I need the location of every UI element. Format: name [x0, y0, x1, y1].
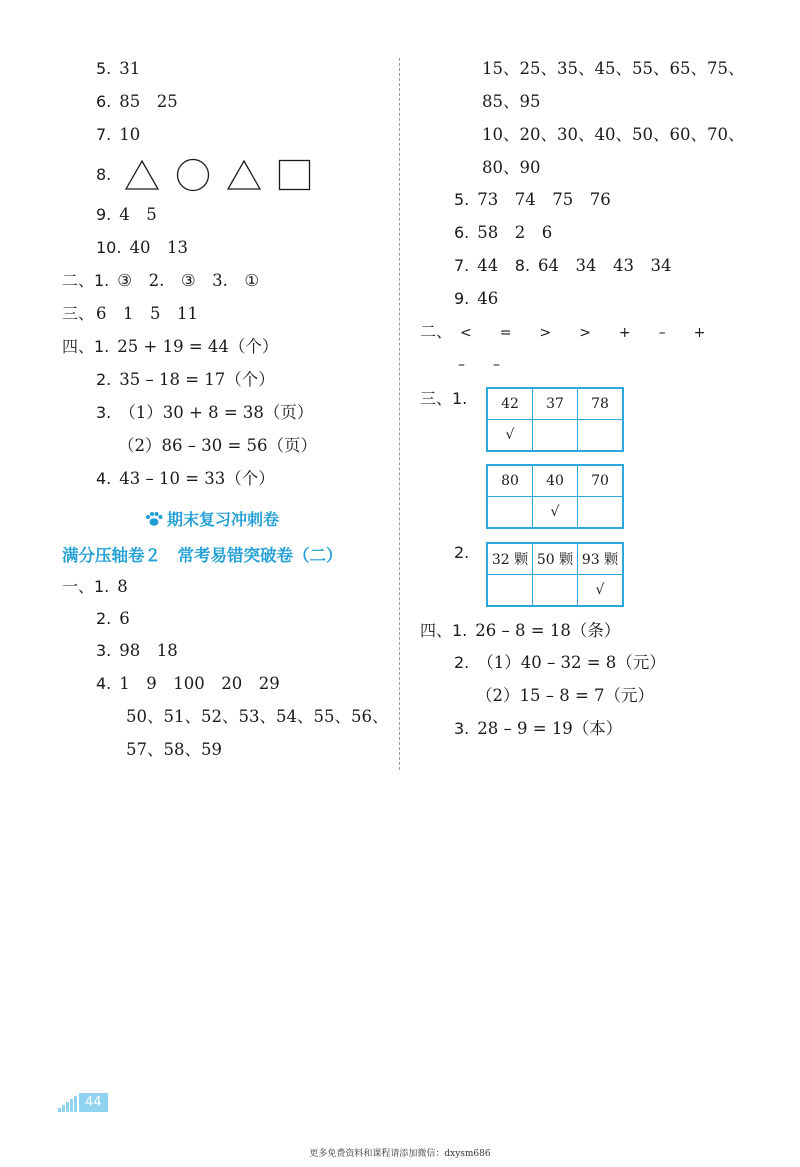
triangle-icon [125, 159, 159, 191]
answer-table-2 [486, 464, 624, 529]
item-number: 6. [96, 92, 112, 111]
continued-sequence: 10、20、30、40、50、60、70、 [482, 125, 745, 144]
answer-7 [96, 124, 140, 146]
table-cell: 80 [487, 465, 533, 497]
item-number: 2. [454, 653, 470, 672]
item-number: 3. [96, 403, 112, 422]
exam-answer-4-cont [126, 739, 222, 761]
table-cell: 70 [578, 465, 624, 497]
exam-answer-4-cont [126, 706, 388, 728]
circle-icon [176, 158, 210, 192]
answer-text: 6 1 5 11 [96, 304, 199, 323]
item-number: 4. [96, 469, 112, 488]
answer-6 [96, 91, 178, 113]
answer-10 [96, 237, 188, 259]
item-number: 2. [454, 543, 470, 562]
table-cell: √ [578, 575, 624, 607]
table-cell: 78 [578, 388, 624, 420]
item-number: 10. [96, 238, 122, 257]
continued-sequence: 15、25、35、45、55、65、75、 [482, 59, 745, 78]
item-number: 2. [96, 609, 112, 628]
answer-text: 4 5 [119, 205, 157, 224]
answer-text: 44 [477, 256, 515, 275]
exam-section-4-answer-1 [420, 620, 620, 642]
answer-text: 28 – 9 = 19（本） [477, 719, 623, 738]
table-cell: √ [487, 420, 533, 452]
answer-text: 26 – 8 = 18（条） [475, 621, 621, 640]
exam-answer-5 [454, 189, 611, 211]
item-number: 6. [454, 223, 470, 242]
page-number: 44 [79, 1093, 108, 1112]
answer-text: 50、51、52、53、54、55、56、 [126, 707, 389, 726]
item-number: 3. [96, 641, 112, 660]
answer-text: 40 13 [129, 238, 188, 257]
table-row [487, 543, 623, 575]
table-row [487, 388, 623, 420]
section-2-answers [62, 270, 259, 292]
table-cell [487, 575, 533, 607]
column-divider [399, 58, 400, 770]
answer-text: （1）30 + 8 = 38（页） [119, 403, 314, 422]
section-prefix: 三、1. [420, 389, 468, 408]
page-number-badge [58, 1093, 108, 1112]
answer-text: 8 [117, 577, 128, 596]
paw-icon [145, 511, 163, 527]
item-number: 2. [96, 370, 112, 389]
continued-sequence: 80、90 [482, 158, 541, 177]
section-title-text: 期末复习冲刺卷 [167, 510, 280, 529]
answer-5 [96, 58, 140, 80]
square-icon [278, 159, 312, 191]
section-title [145, 507, 279, 530]
table-cell: √ [533, 497, 578, 529]
exam-section-3-label [420, 388, 475, 410]
answer-text: 35 – 18 = 17（个） [119, 370, 275, 389]
exam-section-2-cont: – – [458, 357, 500, 373]
item-number: 7. [454, 256, 470, 275]
table-cell: 37 [533, 388, 578, 420]
answer-text: 57、58、59 [126, 740, 222, 759]
table-cell: 50 颗 [533, 543, 578, 575]
exam-section-4-answer-3 [454, 718, 622, 740]
section-prefix: 四、1. [62, 337, 110, 356]
table-cell: 42 [487, 388, 533, 420]
item-number: 5. [454, 190, 470, 209]
answer-text: 58 2 6 [477, 223, 553, 242]
table-cell: 32 颗 [487, 543, 533, 575]
answer-text: 10 [119, 125, 141, 144]
answer-8-shapes [96, 158, 329, 192]
table-cell [487, 497, 533, 529]
triangle-icon [227, 159, 261, 191]
table-cell [533, 420, 578, 452]
answer-text: 31 [119, 59, 141, 78]
exam-section-3-2-label [454, 542, 477, 564]
continued-sequence: 85、95 [482, 92, 541, 111]
section-prefix: 一、1. [62, 577, 110, 596]
section-prefix: 二、 [420, 322, 453, 341]
exam-answer-7-8 [454, 255, 672, 277]
answer-table-1 [486, 387, 624, 452]
table-cell: 40 [533, 465, 578, 497]
item-number: 7. [96, 125, 112, 144]
item-number: 3. [454, 719, 470, 738]
answer-text: < = > > + – + [460, 325, 706, 341]
exam-answer-1 [62, 576, 128, 598]
answer-text: 6 [119, 609, 130, 628]
answer-text: 98 18 [119, 641, 178, 660]
exam-answer-2 [96, 608, 130, 630]
section-prefix: 四、1. [420, 621, 468, 640]
answer-text: （2）15 – 8 = 7（元） [476, 686, 655, 705]
answer-text: 46 [477, 289, 499, 308]
answer-text: 85 25 [119, 92, 178, 111]
section-prefix: 三、 [62, 304, 95, 323]
answer-text: 73 74 75 76 [477, 190, 611, 209]
answer-text: （1）40 – 32 = 8（元） [477, 653, 666, 672]
table-row [487, 420, 623, 452]
item-number: 8. [96, 165, 112, 184]
answer-text: 25 + 19 = 44（个） [117, 337, 279, 356]
table-row [487, 575, 623, 607]
footer-note: 更多免费资料和课程请添加微信：dxysm686 [309, 1149, 491, 1159]
exam-title [62, 542, 343, 566]
table-row [487, 497, 623, 529]
answer-text: ③ 2. ③ 3. ① [117, 271, 260, 290]
table-cell [578, 420, 624, 452]
exam-section-4-answer-2b [476, 685, 654, 707]
answer-text: 64 34 43 34 [538, 256, 672, 275]
section-4-answer-2 [96, 369, 275, 391]
table-row [487, 465, 623, 497]
item-number: 9. [454, 289, 470, 308]
answer-table-3 [486, 542, 624, 607]
section-4-answer-3a [96, 402, 313, 424]
item-number: 8. [514, 256, 531, 275]
answer-text: 1 9 100 20 29 [119, 674, 280, 693]
table-cell [578, 497, 624, 529]
answer-9 [96, 204, 157, 226]
answer-text: 43 – 10 = 33（个） [119, 469, 275, 488]
item-number: 4. [96, 674, 112, 693]
answer-text: （2）86 – 30 = 56（页） [118, 436, 318, 455]
exam-title-text: 满分压轴卷２ 常考易错突破卷（二） [62, 546, 343, 565]
section-4-answer-1 [62, 336, 278, 358]
section-4-answer-4 [96, 468, 275, 490]
bars-icon [58, 1096, 78, 1112]
exam-section-4-answer-2a [454, 652, 666, 674]
section-prefix: 二、1. [62, 271, 110, 290]
table-cell [533, 575, 578, 607]
section-3-answers [62, 303, 198, 325]
exam-section-2 [420, 321, 705, 344]
item-number: 5. [96, 59, 112, 78]
exam-answer-4 [96, 673, 280, 695]
item-number: 9. [96, 205, 112, 224]
exam-answer-6 [454, 222, 552, 244]
section-4-answer-3b [118, 435, 317, 457]
exam-answer-9 [454, 288, 498, 310]
exam-answer-3 [96, 640, 178, 662]
table-cell: 93 颗 [578, 543, 624, 575]
